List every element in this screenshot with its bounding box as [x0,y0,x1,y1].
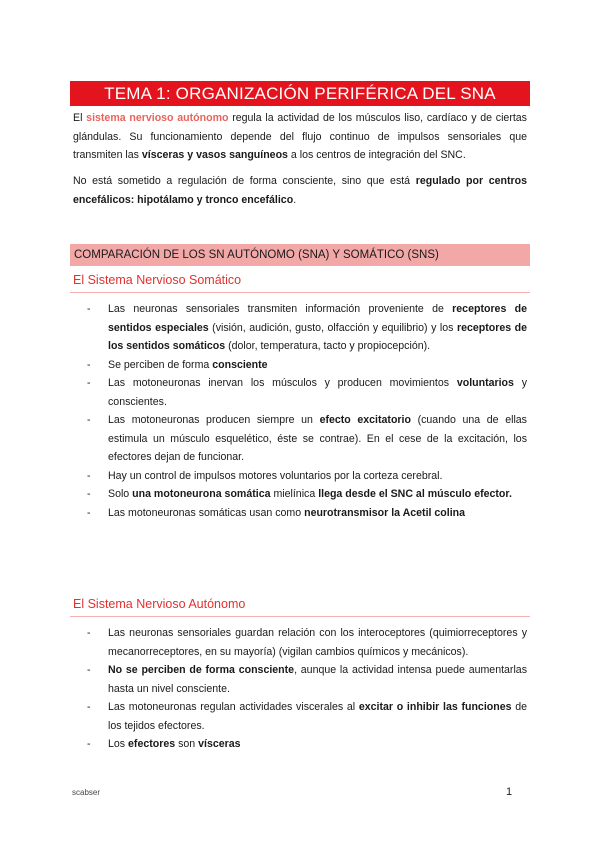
footer-author: scabser [72,788,101,797]
text-run: Los [108,738,129,750]
emphasis-text: consciente [212,358,268,371]
subheading-underline [70,292,530,293]
text-run: a los centros de integración del SNC. [287,149,466,161]
emphasis-text: voluntarios [456,377,514,389]
intro-paragraph-2 [73,172,527,209]
bullet-dash-icon: - [87,377,91,389]
text-run: Las motoneuronas somáticas usan como [108,506,305,519]
emphasis-text: excitar o inhibir las funciones [358,701,512,713]
text-run: Las motoneuronas producen siempre un [108,414,320,426]
emphasis-text: No se perciben de forma consciente [108,664,295,676]
bullet-dash-icon: - [87,469,91,482]
text-run: y conscientes. [108,377,527,408]
text-run: de los tejidos efectores. [108,701,528,732]
list-item [87,485,527,504]
emphasis-text: neurotransmisor la Acetil colina [304,506,466,519]
text-run: Las motoneuronas inervan los músculos y producen movimientos [108,377,457,389]
emphasis-text: receptores de los sentidos somáticos [108,321,527,352]
text-run: Las neuronas sensoriales transmiten información proveniente de [108,303,453,315]
bullet-dash-icon: - [87,488,91,500]
emphasis-text: una motoneurona somática [132,488,271,500]
text-run: Las motoneuronas regulan actividades viscerales al [108,701,359,713]
text-run: regula la actividad de los músculos liso, cardíaco y de ciertas glándulas. Su funcionamiento depende del flujo continuo de impulsos sensoriales que transmiten las [73,112,527,161]
emphasis-text: regulado por centros encefálicos: hipotálamo y tronco encefálico [73,175,528,206]
emphasis-text: receptores de sentidos especiales [108,303,527,334]
list-item [87,735,527,754]
subheading-underline [70,616,530,617]
list-item [87,624,527,661]
page-title: TEMA 1: ORGANIZACIÓN PERIFÉRICA DEL SNA [70,81,530,106]
list-item [87,661,527,698]
page-number: 1 [506,786,513,798]
text-run: Solo [108,488,133,500]
bullet-dash-icon: - [87,358,91,371]
text-run: No está sometido a regulación de forma consciente, sino que está [73,175,416,187]
emphasis-text: efecto excitatorio [319,414,411,426]
text-run: . [293,193,297,206]
bullet-dash-icon: - [87,738,91,750]
list-item [87,467,527,486]
bullet-dash-icon: - [87,664,91,676]
text-run: (cuando una de ellas estimula un músculo esquelético, éste se contrae). En el cese de la excitación, los efectores dejan de funcionar. [108,414,527,463]
list-item [87,374,527,411]
section-title-comparison: COMPARACIÓN DE LOS SN AUTÓNOMO (SNA) Y SOMÁTICO (SNS) [70,244,530,266]
emphasis-text: llega desde el SNC al músculo efector. [318,488,512,500]
list-item [87,356,527,375]
list-item [87,698,527,735]
text-run: (visión, audición, gusto, olfacción y equilibrio) y los [208,321,457,334]
subheading-autonomic: El Sistema Nervioso Autónomo [73,597,246,611]
text-run: mielínica [270,488,319,500]
intro-paragraph-1 [73,109,527,165]
autonomic-list [87,624,527,754]
text-run: , aunque la actividad intensa puede aumentarlas hasta un nivel consciente. [108,664,527,695]
list-item [87,504,527,523]
emphasis-text: vísceras y vasos sanguíneos [141,149,288,161]
text-run: Hay un control de impulsos motores voluntarios por la corteza cerebral. [108,469,443,482]
text-run: Se perciben de forma [108,358,213,371]
text-run: (dolor, temperatura, tacto y propiocepción). [225,340,431,352]
list-item [87,411,527,467]
text-run: Las neuronas sensoriales guardan relación con los interoceptores (quimiorreceptores y mecanorreceptores, en su mayoría) (vigilan cambios químicos y mecánicos). [108,627,527,658]
emphasis-text: vísceras [198,738,241,750]
bullet-dash-icon: - [87,506,91,519]
text-run: son [175,738,199,750]
emphasis-text: sistema nervioso autónomo [86,112,229,124]
bullet-dash-icon: - [87,303,91,315]
subheading-somatic: El Sistema Nervioso Somático [73,273,242,287]
somatic-list [87,300,527,522]
emphasis-text: efectores [128,738,176,750]
text-run: El [73,112,87,124]
list-item [87,300,527,356]
bullet-dash-icon: - [87,414,91,426]
bullet-dash-icon: - [87,701,91,713]
bullet-dash-icon: - [87,627,91,639]
